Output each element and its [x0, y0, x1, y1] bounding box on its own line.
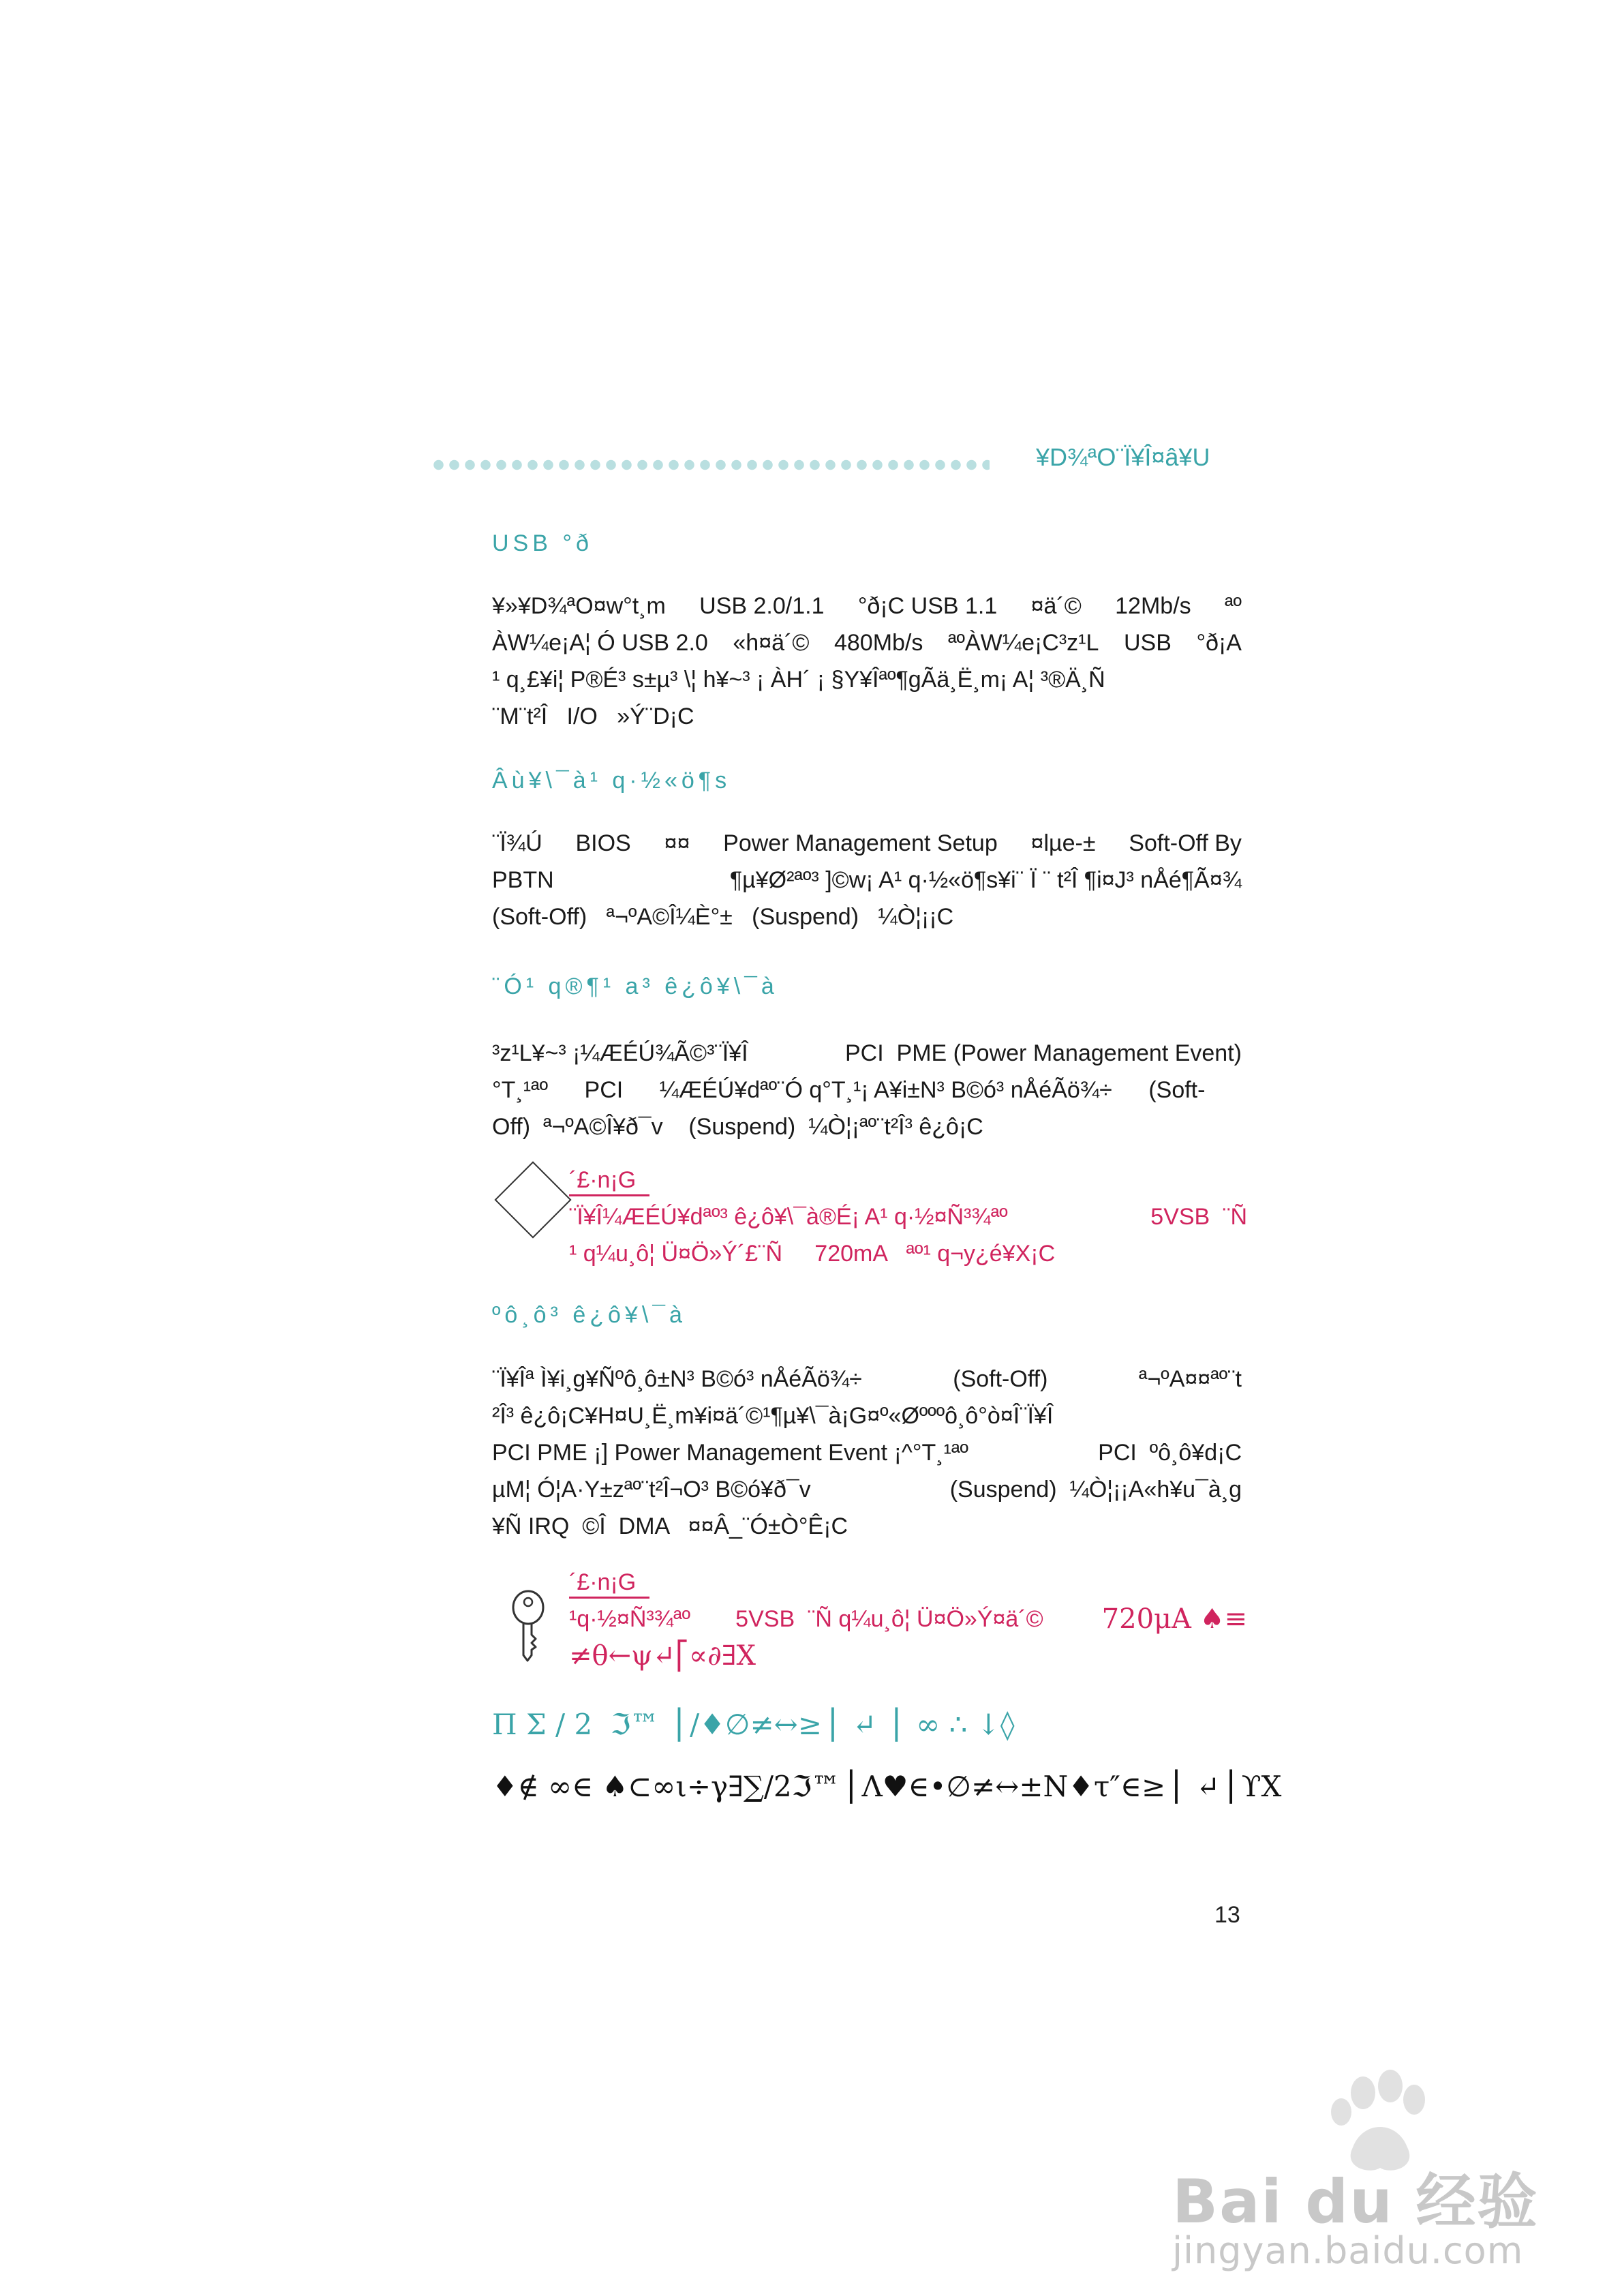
section-title-power-button: Âù¥\¯à¹ q·½«ö¶s	[492, 768, 731, 794]
text-line: ¹ q¸£¥i¦ P®É³ s±µ³ \¦ h¥~³ ¡ ÀH´ ¡ §Y¥Îªº¶gÃä¸Ë¸m¡ A¦ ³®Ä¸Ñ	[492, 667, 1105, 693]
remote-wake-paragraph	[492, 1035, 1242, 1145]
section-title-usb: USB °ð	[492, 530, 593, 556]
text-line: ¥»¥D¾ªO¤w°t¸m USB 2.0/1.1 °ð¡C USB 1.1 ¤ä´© 12Mb/s ªº	[492, 593, 1242, 619]
key-icon	[504, 1588, 552, 1663]
text-line: Off) ª¬ºA©Î¥ð¯v (Suspend) ¼Ò¦¡ªº¨t²Î³ ê¿ô¡C	[492, 1114, 983, 1140]
wake-on-lan-paragraph	[492, 1361, 1242, 1545]
note-line: ¹q·½¤Ñ³¾ªº 5VSB ¨Ñ q¼u¸ô¦ Ü¤Ö»Ý¤ä´© 720μA ♠≡	[569, 1603, 1247, 1635]
note-title: ´£·n¡G	[569, 1569, 637, 1595]
text-line: ³z¹L¥~³ ¡¼ÆÉÚ¾Ã©³¨Ï¥Î PCI PME (Power Management Event)	[492, 1040, 1242, 1066]
note-diamond-icon	[494, 1161, 571, 1238]
symbol-text-line: ♦∉ ∞∈ ♠⊂∞ι÷γ∃∑/2ℑ™⎪Λ♥∈•∅≠↔±Ν♦τ″∈≥⎪ ↵⎪ϒΧ	[492, 1770, 1282, 1803]
note-body	[569, 1601, 1247, 1674]
note-title: ´£·n¡G	[569, 1167, 637, 1193]
text-line: PCI PME ¡] Power Management Event ¡^°T¸¹ªº PCI ºô¸ô¥d¡C	[492, 1440, 1242, 1466]
watermark-url: jingyan.baidu.com	[1172, 2229, 1524, 2272]
note-line: ¨Ï¥Î¼ÆÉÚ¥dªº³ ê¿ô¥\¯à®É¡ A¹ q·½¤Ñ³¾ªº 5VSB ¨Ñ	[569, 1204, 1247, 1230]
text-line: PBTN ¶µ¥Ø²ªº³ ]©w¡ A¹ q·½«ö¶s¥i¨ Ï ¨ t²Î ¶i¤J³ nÅé¶Ã¤¾	[492, 867, 1242, 893]
note-line: ≠θ←ψ↵⎡∝∂∃X	[569, 1640, 756, 1672]
header-dot-rule	[431, 459, 990, 470]
page-number: 13	[1214, 1902, 1240, 1928]
text-line: ¥Ñ IRQ ©Î DMA ¤¤Â_¨Ó±Ò°Ê¡C	[492, 1513, 848, 1539]
text-line: ²Î³ ê¿ô¡C¥H¤U¸Ë¸m¥i¤ä´©¹¶µ¥\¯à¡G¤º«Øºººô¸ô°ò¤Î¨Ï¥Î	[492, 1403, 1054, 1429]
text-line: ÀW¼e¡A¦ Ó USB 2.0 «h¤ä´© 480Mb/s ªºÀW¼e¡C³z¹L USB °ð¡A	[492, 630, 1242, 656]
note-line: ¹ q¼u¸ô¦ Ü¤Ö»Ý´£¨Ñ 720mA ªº¹ q¬y¿é¥X¡C	[569, 1241, 1056, 1267]
text-line: (Soft-Off) ª¬ºA©Î¼È°± (Suspend) ¼Ò¦¡¡C	[492, 904, 954, 930]
text-line: ¨Ï¾Ú BIOS ¤¤ Power Management Setup ¤lµe-± Soft-Off By	[492, 830, 1242, 856]
symbol-heading: Π Σ / 2 ℑ™ ⎪/♦∅≠↔≥⎪ ↵ ⎪ ∞ ∴ ↓◊	[492, 1708, 1015, 1741]
section-title-wake-on-lan: ºô¸ô³ ê¿ô¥\¯à	[492, 1302, 686, 1328]
text-line: ¨M¨t²Î I/O »Ý¨D¡C	[492, 704, 694, 729]
usb-paragraph	[492, 588, 1242, 735]
power-button-paragraph	[492, 825, 1242, 935]
note-body	[569, 1198, 1247, 1272]
manual-title: ¥D¾ªO¨Ï¥Î¤â¥U	[1036, 443, 1210, 471]
section-title-remote-wake: ¨Ó¹ q®¶¹ a³ ê¿ô¥\¯à	[492, 973, 778, 999]
text-line: ¨Ï¥Îª Ì¥i¸g¥Ñºô¸ô±N³ B©ó³ nÅéÃö¾÷ (Soft-Off) ª¬ºA¤¤ªº¨t	[492, 1366, 1242, 1392]
text-line: °T¸¹ªº PCI ¼ÆÉÚ¥dªº¨Ó q°T¸¹¡ A¥i±N³ B©ó³ nÅéÃö¾÷ (Soft-	[492, 1077, 1206, 1103]
text-line: µM¦ Ó¦A·Y±zªº¨t²Î¬O³ B©ó¥ð¯v (Suspend) ¼Ò¦¡¡A«h¥u¯à¸g	[492, 1477, 1242, 1502]
watermark-brand: Bai du 经验	[1172, 2166, 1539, 2237]
